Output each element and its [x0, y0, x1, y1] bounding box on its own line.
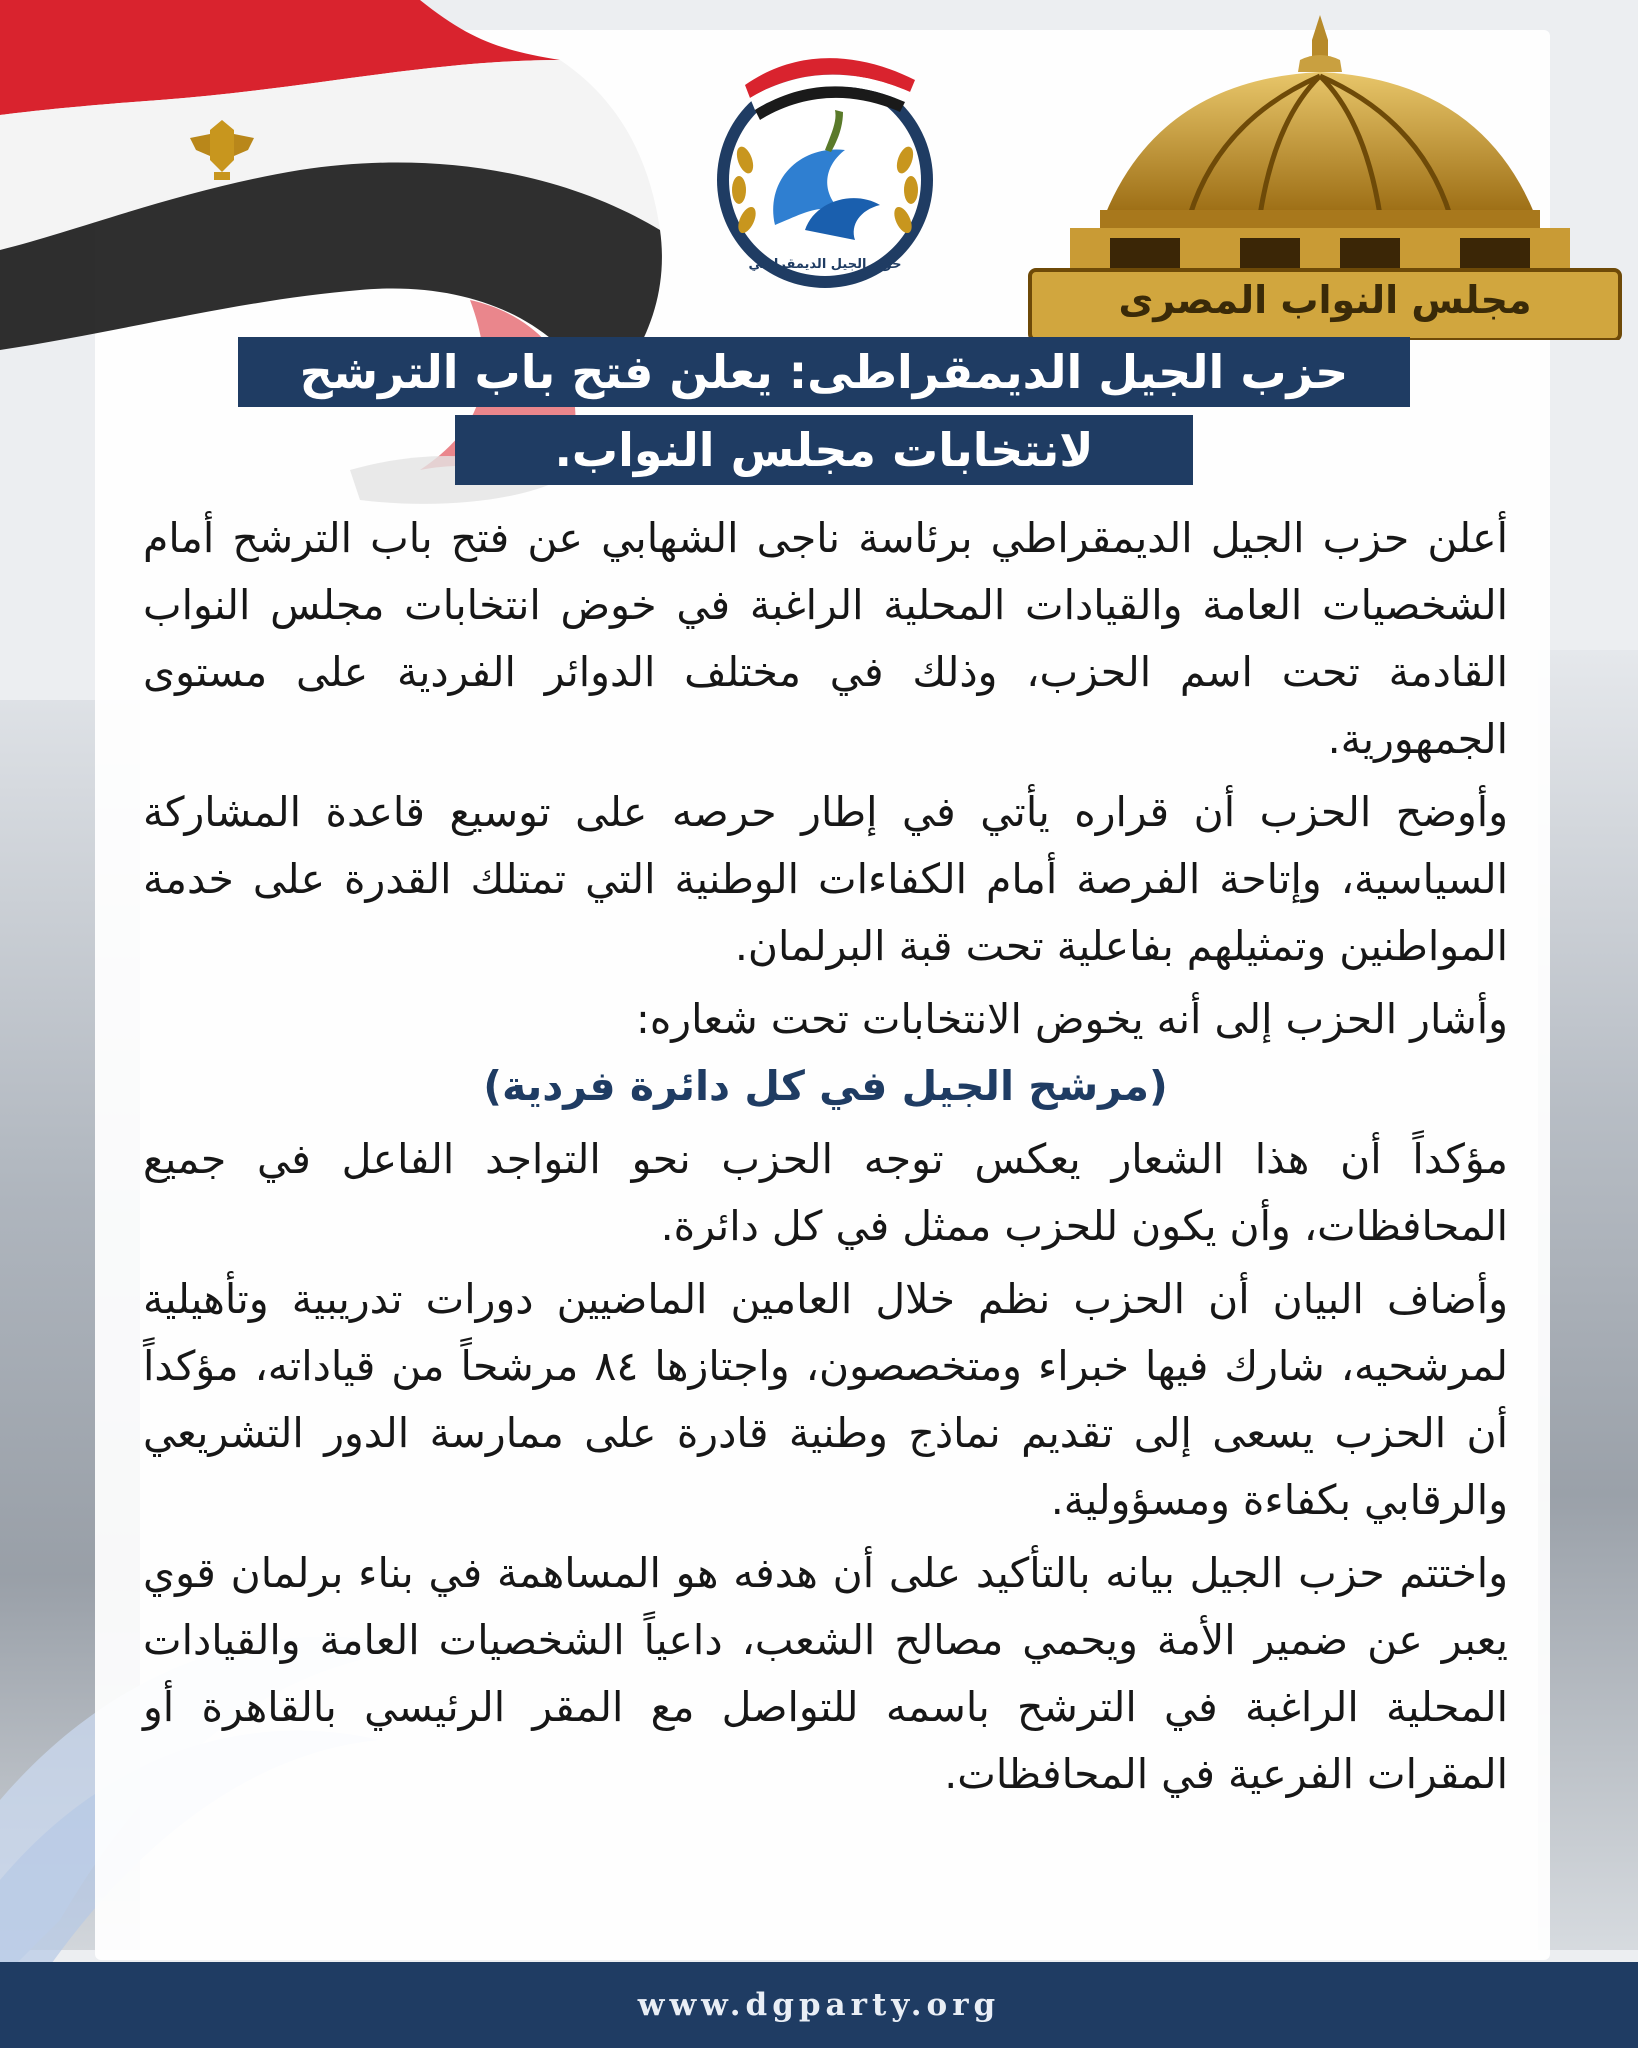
paragraph-3: وأشار الحزب إلى أنه يخوض الانتخابات تحت شعاره:	[636, 995, 1508, 1043]
party-logo	[705, 40, 950, 290]
slogan: (مرشح الجيل في كل دائرة فردية)	[483, 1062, 1168, 1110]
paragraph-2: وأوضح الحزب أن قراره يأتي في إطار حرصه على توسيع قاعدة المشاركة السياسية، وإتاحة الفرصة أمام الكفاءات الوطنية التي تمتلك القدرة على خدمة المواطنين وتمثيلهم بفاعلية تحت قبة البرلمان.	[143, 788, 1508, 970]
crowd-background-right	[1538, 650, 1638, 1950]
website-link[interactable]: www.dgparty.org	[637, 1987, 1001, 2023]
article-body	[143, 505, 1508, 1808]
headline-line-2: لانتخابات مجلس النواب.	[455, 415, 1193, 485]
party-logo-text: حزب الجيل الديمقراطي	[748, 257, 902, 272]
parliament-label: مجلس النواب المصرى	[1118, 278, 1532, 322]
paragraph-4: مؤكداً أن هذا الشعار يعكس توجه الحزب نحو التواجد الفاعل في جميع المحافظات، وأن يكون للحزب ممثل في كل دائرة.	[143, 1135, 1508, 1250]
paragraph-1: أعلن حزب الجيل الديمقراطي برئاسة ناجى الشهابي عن فتح باب الترشح أمام الشخصيات العامة والقيادات المحلية الراغبة في خوض انتخابات مجلس النواب القادمة تحت اسم الحزب، وذلك في مختلف الدوائر الفردية على مستوى الجمهورية.	[143, 514, 1508, 763]
paragraph-6: واختتم حزب الجيل بيانه بالتأكيد على أن هدفه هو المساهمة في بناء برلمان قوي يعبر عن ضمير الأمة ويحمي مصالح الشعب، داعياً الشخصيات العامة والقيادات المحلية الراغبة في الترشح باسمه للتواصل مع المقر الرئيسي بالقاهرة أو المقرات الفرعية في المحافظات.	[143, 1549, 1508, 1798]
headline-line-1: حزب الجيل الديمقراطى: يعلن فتح باب الترشح	[238, 337, 1410, 407]
paragraph-5: وأضاف البيان أن الحزب نظم خلال العامين الماضيين دورات تدريبية وتأهيلية لمرشحيه، شارك فيها خبراء ومتخصصون، واجتازها ٨٤ مرشحاً من قياداته، مؤكداً أن الحزب يسعى إلى تقديم نماذج وطنية قادرة على ممارسة الدور التشريعي والرقابي بكفاءة ومسؤولية.	[143, 1275, 1508, 1524]
footer-bar	[0, 1962, 1638, 2048]
